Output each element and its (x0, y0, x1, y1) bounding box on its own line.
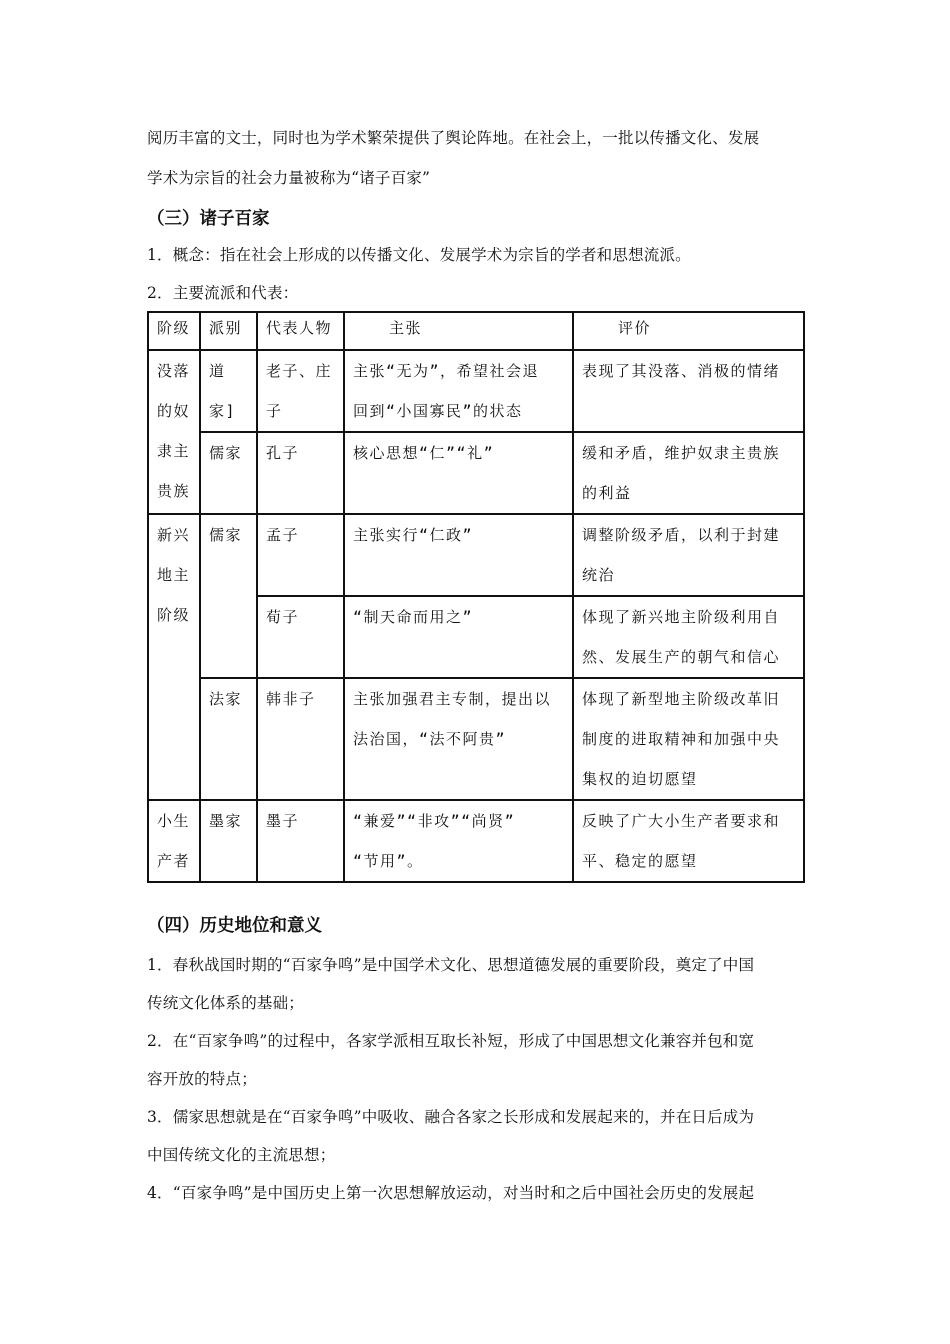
person-cell (257, 800, 344, 882)
cell-line: “制天命而用之” (353, 608, 474, 626)
cell-line: 法治国，“法不阿贵” (353, 730, 507, 748)
claim-cell (344, 514, 573, 596)
cell-line: 家] (209, 402, 237, 420)
school-cell (200, 432, 257, 514)
eval-cell (573, 596, 804, 678)
section-3-item-1: 1．概念：指在社会上形成的以传播文化、发展学术为宗旨的学者和思想流派。 (147, 246, 691, 264)
intro-line-2: 学术为宗旨的社会力量被称为“诸子百家” (147, 169, 431, 187)
person-cell (257, 596, 344, 678)
cell-line: 儒家 (209, 526, 243, 544)
header-class: 阶级 (148, 312, 200, 350)
cell-line: 小生 (157, 812, 191, 830)
cell-line: 地主 (157, 566, 191, 584)
cell-line: 调整阶级矛盾，以利于封建 (582, 526, 781, 544)
cell-line: 孟子 (266, 526, 300, 544)
cell-line: 的利益 (582, 484, 632, 502)
schools-table (147, 311, 805, 883)
intro-line-1: 阅历丰富的文士，同时也为学术繁荣提供了舆论阵地。在社会上，一批以传播文化、发展 (147, 129, 760, 147)
claim-cell (344, 350, 573, 432)
section-4-p1-line-1: 1．春秋战国时期的“百家争鸣”是中国学术文化、思想道德发展的重要阶段，奠定了中国 (147, 956, 755, 974)
cell-line: 阶级 (157, 606, 191, 624)
cell-line: 缓和矛盾，维护奴隶主贵族 (582, 444, 781, 462)
cell-line: 主张加强君主专制，提出以 (353, 690, 552, 708)
eval-cell (573, 800, 804, 882)
eval-cell (573, 350, 804, 432)
cell-line: 平、稳定的愿望 (582, 852, 698, 870)
cell-line: 产者 (157, 852, 191, 870)
cell-line: 新兴 (157, 526, 191, 544)
eval-cell (573, 678, 804, 800)
school-cell (200, 800, 257, 882)
header-claim: 主张 (344, 312, 573, 350)
cell-line: 核心思想“仁”“礼” (353, 444, 495, 462)
person-cell (257, 514, 344, 596)
cell-line: 韩非子 (266, 690, 316, 708)
cell-line: 的奴 (157, 402, 191, 420)
cell-line: 荀子 (266, 608, 300, 626)
school-cell (200, 678, 257, 800)
cell-line: 体现了新兴地主阶级利用自 (582, 608, 781, 626)
table-row (148, 678, 804, 800)
cell-line: 道 (209, 362, 226, 380)
person-cell (257, 350, 344, 432)
cell-line: 子 (266, 402, 283, 420)
person-cell (257, 678, 344, 800)
cell-line: 体现了新型地主阶级改革旧 (582, 690, 781, 708)
section-4-p2-line-1: 2．在“百家争鸣”的过程中，各家学派相互取长补短，形成了中国思想文化兼容并包和宽 (147, 1032, 755, 1050)
section-4-p1-line-2: 传统文化体系的基础； (147, 994, 305, 1012)
header-eval: 评价 (573, 312, 804, 350)
cell-line: 统治 (582, 566, 616, 584)
cell-line: 主张实行“仁政” (353, 526, 474, 544)
cell-line: 制度的进取精神和加强中央 (582, 730, 781, 748)
claim-cell (344, 432, 573, 514)
claim-cell (344, 596, 573, 678)
section-3-item-2: 2．主要流派和代表： (147, 284, 299, 302)
cell-line: 集权的迫切愿望 (582, 770, 698, 788)
section-4-p4-line-1: 4．“百家争鸣”是中国历史上第一次思想解放运动，对当时和之后中国社会历史的发展起 (147, 1184, 755, 1202)
school-cell (200, 350, 257, 432)
cell-line: 老子、庄 (266, 362, 333, 380)
section-4-p3-line-1: 3．儒家思想就是在“百家争鸣”中吸收、融合各家之长形成和发展起来的，并在日后成为 (147, 1108, 755, 1126)
cell-line: 然、发展生产的朝气和信心 (582, 648, 781, 666)
claim-cell (344, 800, 573, 882)
class-cell-rising (148, 514, 200, 800)
cell-line: 贵族 (157, 482, 191, 500)
cell-line: 表现了其没落、消极的情绪 (582, 362, 781, 380)
claim-cell (344, 678, 573, 800)
cell-line: “节用”。 (353, 852, 424, 870)
section-4-p3-line-2: 中国传统文化的主流思想； (147, 1146, 336, 1164)
header-person: 代表人物 (257, 312, 344, 350)
section-4-p2-line-2: 容开放的特点； (147, 1070, 257, 1088)
cell-line: 墨子 (266, 812, 300, 830)
header-school: 派别 (200, 312, 257, 350)
table-row (148, 514, 804, 596)
cell-line: 主张“无为”，希望社会退 (353, 362, 540, 380)
section-4-heading: （四）历史地位和意义 (147, 916, 322, 936)
cell-line: 反映了广大小生产者要求和 (582, 812, 781, 830)
table-header-row (148, 312, 804, 350)
cell-line: 法家 (209, 690, 243, 708)
table-row (148, 350, 804, 432)
table-row (148, 800, 804, 882)
cell-line: “兼爱”“非攻”“尚贤” (353, 812, 516, 830)
cell-line: 回到“小国寡民”的状态 (353, 402, 523, 420)
table-row (148, 432, 804, 514)
person-cell (257, 432, 344, 514)
cell-line: 孔子 (266, 444, 300, 462)
school-cell (200, 514, 257, 678)
cell-line: 隶主 (157, 442, 191, 460)
eval-cell (573, 514, 804, 596)
cell-line: 没落 (157, 362, 191, 380)
cell-line: 墨家 (209, 812, 243, 830)
section-3-heading: （三）诸子百家 (147, 209, 270, 229)
class-cell-small (148, 800, 200, 882)
eval-cell (573, 432, 804, 514)
cell-line: 儒家 (209, 444, 243, 462)
class-cell-declining (148, 350, 200, 514)
